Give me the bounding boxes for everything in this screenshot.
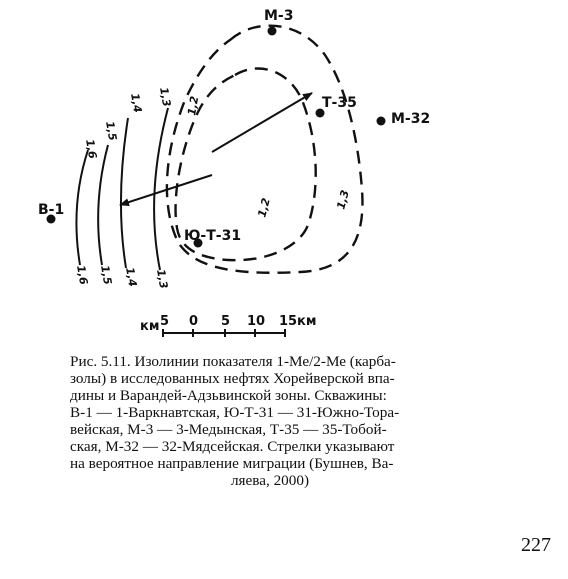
figure-caption	[70, 353, 470, 489]
scale-tick-0: 0	[189, 314, 199, 329]
scale-tick-5-left: 5	[160, 314, 170, 329]
migration-arrow-west	[120, 175, 212, 205]
isoline-label-1-3-bottom: 1,3	[154, 268, 171, 290]
caption-line: дины и Варандей-Адзьвинской зоны. Скважины:	[70, 387, 387, 404]
isoline-label-1-4-bottom: 1,4	[123, 266, 140, 288]
isoline-1-5	[98, 145, 108, 265]
well-label-v1: В-1	[38, 202, 65, 218]
isoline-label-1-2-top: 1,2	[185, 95, 202, 117]
well-label-m3: М-3	[264, 8, 294, 24]
isoline-label-1-2-right: 1,2	[255, 196, 273, 219]
scale-unit-right: км	[297, 314, 317, 329]
scale-tick-10: 10	[247, 314, 266, 329]
isoline-label-1-3-right: 1,3	[334, 188, 352, 211]
caption-line: золы) в исследованных нефтях Хорейверской впа-	[70, 370, 395, 387]
isoline-1-4	[121, 118, 128, 268]
scale-bar	[140, 314, 316, 337]
scale-unit-left: км	[140, 319, 160, 334]
scale-tick-15: 15	[279, 314, 298, 329]
caption-line: ляева, 2000)	[230, 472, 310, 489]
caption-line: В-1 — 1-Варкнавтская, Ю-Т-31 — 31-Южно-Тора-	[70, 404, 400, 421]
well-point-m3	[268, 27, 277, 36]
isoline-label-1-4-top: 1,4	[128, 92, 145, 114]
migration-arrow-northeast	[212, 93, 312, 152]
caption-line: вейская, М-3 — 3-Медынская, Т-35 — 35-Тобой-	[70, 421, 387, 438]
well-point-m32	[377, 117, 386, 126]
scale-tick-5: 5	[221, 314, 231, 329]
isoline-label-1-3-top: 1,3	[157, 86, 174, 108]
caption-line: на вероятное направление миграции (Бушнев, Ва-	[70, 455, 394, 472]
isoline-label-1-6-bottom: 1,6	[74, 264, 91, 286]
isoline-label-1-5-top: 1,5	[103, 120, 120, 142]
page-number: 227	[521, 534, 551, 556]
well-label-m32: М-32	[391, 111, 431, 127]
isoline-label-1-6-top: 1,6	[83, 138, 100, 160]
isoline-1-6	[76, 150, 88, 265]
caption-line: ская, М-32 — 32-Мядсейская. Стрелки указывают	[70, 438, 395, 455]
well-label-yut31: Ю-Т-31	[184, 228, 242, 244]
well-label-t35: Т-35	[322, 95, 357, 111]
caption-line: Рис. 5.11. Изолинии показателя 1-Ме/2-Ме (карба-	[70, 353, 396, 370]
isoline-label-1-5-bottom: 1,5	[98, 264, 115, 286]
